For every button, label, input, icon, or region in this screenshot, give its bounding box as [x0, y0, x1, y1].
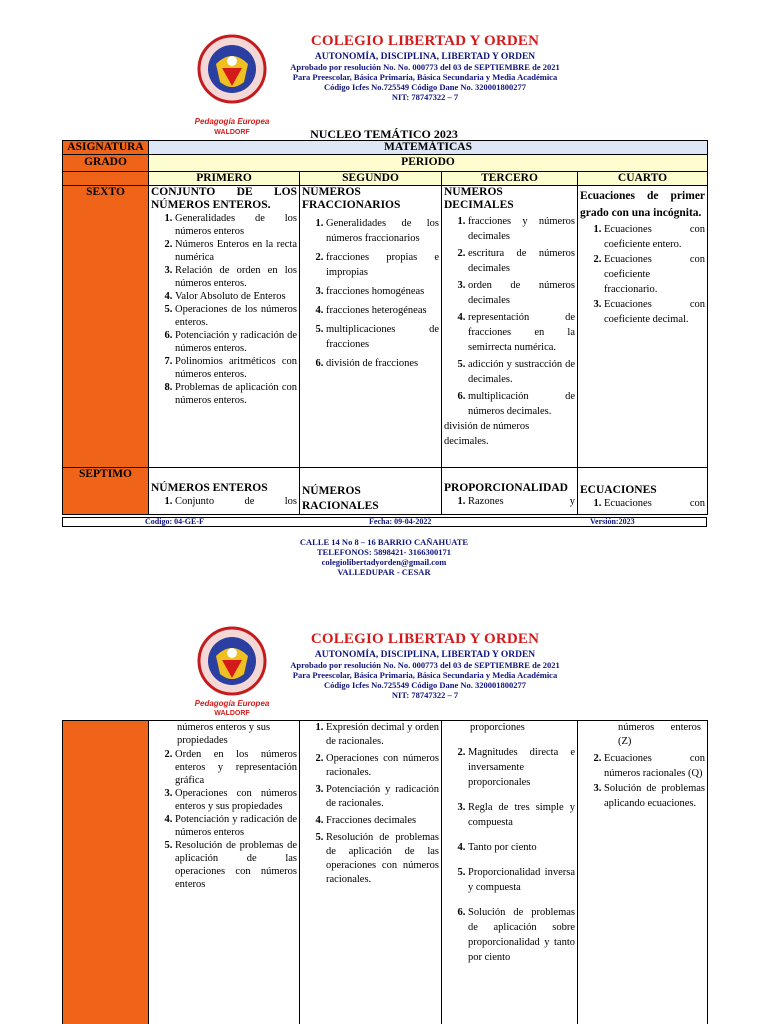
list-item: 3. Relación de orden en los números enteros.	[175, 264, 299, 290]
school-logo-icon	[192, 34, 272, 140]
septimo-p3-list	[442, 495, 577, 508]
asignatura-label: ASIGNATURA	[63, 141, 149, 155]
list-item: 3. Ecuaciones con coeficiente decimal.	[604, 297, 707, 327]
list-item: 4. Tanto por ciento	[468, 840, 577, 855]
list-item: 1. Expresión decimal y orden de racionales.	[326, 721, 441, 749]
septimo-p1-list	[149, 495, 299, 508]
list-item: 3. Operaciones con números enteros y sus propiedades	[175, 787, 299, 813]
footer-fecha: Fecha: 09-04-2022	[369, 517, 432, 526]
document-footer	[62, 517, 707, 527]
grado-label: GRADO	[63, 155, 149, 172]
septimo-segundo-cell	[300, 468, 442, 515]
footer-codigo: Codigo: 04-GE-F	[145, 517, 204, 526]
list-item: 5. Resolución de problemas de aplicación de las operaciones con números enteros	[175, 839, 299, 891]
list-item: 5. Operaciones de los números enteros.	[175, 303, 299, 329]
sexto-p1-title: CONJUNTO DE LOS NÚMEROS ENTEROS.	[151, 186, 297, 211]
curriculum-table-continued	[62, 720, 708, 1024]
septimo-p1-cont: números enteros y sus propiedades	[177, 722, 271, 746]
asignatura-value: MATEMÁTICAS	[149, 141, 708, 155]
septimo-p4-cont-list	[578, 751, 707, 811]
list-item: 2. Números Enteros en la recta numérica	[175, 238, 299, 264]
period-segundo: SEGUNDO	[300, 172, 442, 186]
list-item: 5. Resolución de problemas de aplicación de las operaciones con números racionales.	[326, 831, 441, 887]
septimo-tercero-cont-cell	[442, 721, 578, 1024]
list-item: 8. Problemas de aplicación con números enteros.	[175, 381, 299, 407]
list-item: 7. Polinomios aritméticos con números enteros.	[175, 355, 299, 381]
logo-text-line2: WALDORF	[214, 129, 250, 136]
list-item: 1. Generalidades de los números fraccionarios	[326, 216, 441, 246]
list-item: 5. adicción y sustracción de decimales.	[468, 357, 577, 387]
school-resolution: Aprobado por resolución No. No. 000773 del 03 de SEPTIEMBRE de 2021	[290, 62, 560, 72]
list-item: 3. Solución de problemas aplicando ecuaciones.	[604, 781, 707, 811]
septimo-p2-cont-list	[300, 721, 441, 887]
septimo-p1-title: NÚMEROS ENTEROS	[151, 482, 268, 494]
grade-sexto: SEXTO	[63, 186, 149, 468]
school-codes: Código Icfes No.725549 Código Dane No. 320001800277	[323, 680, 527, 690]
page1-header	[0, 30, 768, 140]
school-nit: NIT: 78747322 – 7	[391, 690, 459, 700]
school-motto: AUTONOMÍA, DISCIPLINA, LIBERTAD Y ORDEN	[314, 52, 536, 62]
sexto-p3-title: NUMEROS DECIMALES	[444, 186, 514, 211]
sexto-p4-list	[578, 222, 707, 327]
list-item: 3. fracciones homogéneas	[326, 284, 441, 299]
sexto-cuarto-cell	[578, 186, 708, 468]
school-motto: AUTONOMÍA, DISCIPLINA, LIBERTAD Y ORDEN	[314, 650, 536, 660]
list-item: 2. fracciones propias e impropias	[326, 250, 441, 280]
sexto-p4-title: Ecuaciones de primer grado con una incógnita.	[580, 190, 706, 219]
list-item: 1. Ecuaciones con	[604, 497, 707, 510]
septimo-p3-title: PROPORCIONALIDAD	[444, 482, 568, 494]
logo-text-line2: WALDORF	[214, 710, 250, 717]
school-address	[0, 537, 768, 577]
sexto-p2-title: NÚMEROS FRACCIONARIOS	[302, 186, 401, 211]
list-item: 2. escritura de números decimales	[468, 246, 577, 276]
septimo-cuarto-cont-cell	[578, 721, 708, 1024]
school-codes: Código Icfes No.725549 Código Dane No. 320001800277	[323, 82, 527, 92]
list-item: 2. Operaciones con números racionales.	[326, 752, 441, 780]
sexto-primero-cell	[149, 186, 300, 468]
list-item: 6. Potenciación y radicación de números enteros.	[175, 329, 299, 355]
sexto-p2-list	[300, 216, 441, 371]
list-item: 6. multiplicación de números decimales.	[468, 389, 577, 419]
school-name: COLEGIO LIBERTAD Y ORDEN	[310, 33, 540, 49]
period-cuarto: CUARTO	[578, 172, 708, 186]
list-item: 2. Magnitudes directa e inversamente proporcionales	[468, 745, 577, 790]
septimo-segundo-cont-cell	[300, 721, 442, 1024]
list-item: 5. Proporcionalidad inversa y compuesta	[468, 865, 577, 895]
grade-septimo-continued	[63, 721, 149, 1024]
period-primero: PRIMERO	[149, 172, 300, 186]
septimo-tercero-cell	[442, 468, 578, 515]
logo-text-line1: Pedagogía Europea	[194, 699, 270, 708]
list-item: 2. Ecuaciones con números racionales (Q)	[604, 751, 707, 781]
grado-blank	[63, 172, 149, 186]
periodo-label: PERIODO	[149, 155, 708, 172]
list-item: 3. Regla de tres simple y compuesta	[468, 800, 577, 830]
list-item: 6. división de fracciones	[326, 356, 441, 371]
grade-septimo: SEPTIMO	[63, 468, 149, 515]
address-phones: TELEFONOS: 5898421- 3166300171	[316, 547, 452, 557]
address-email: colegiolibertadyorden@gmail.com	[321, 557, 447, 567]
list-item: 4. Fracciones decimales	[326, 814, 441, 828]
septimo-primero-cont-cell	[149, 721, 300, 1024]
sexto-segundo-cell	[300, 186, 442, 468]
list-item: 3. orden de números decimales	[468, 278, 577, 308]
septimo-p2-title: NÚMEROS RACIONALES	[302, 485, 379, 512]
list-item: 1. Generalidades de los números enteros	[175, 212, 299, 238]
school-logo-icon	[192, 626, 272, 732]
curriculum-table	[62, 140, 708, 515]
list-item: 1. Razones y	[468, 495, 577, 508]
address-city: VALLEDUPAR - CESAR	[337, 567, 431, 577]
sexto-p1-list	[149, 212, 299, 407]
school-resolution: Aprobado por resolución No. No. 000773 del 03 de SEPTIEMBRE de 2021	[290, 660, 560, 670]
period-tercero: TERCERO	[442, 172, 578, 186]
list-item: 4. fracciones heterogéneas	[326, 303, 441, 318]
nucleo-title: NUCLEO TEMÁTICO 2023	[310, 127, 458, 141]
septimo-p3-cont-list	[442, 745, 577, 965]
page2-header	[0, 622, 768, 732]
logo-text-line1: Pedagogía Europea	[194, 117, 270, 126]
list-item: 4. Valor Absoluto de Enteros	[175, 290, 299, 303]
list-item: 1. Conjunto de los	[175, 495, 299, 508]
list-item: 3. Potenciación y radicación de racionales.	[326, 783, 441, 811]
septimo-p4-title: ECUACIONES	[580, 484, 657, 496]
school-levels: Para Preescolar, Básica Primaria, Básica Secundaria y Media Académica	[292, 72, 558, 82]
school-name: COLEGIO LIBERTAD Y ORDEN	[310, 631, 540, 647]
list-item: 4. Potenciación y radicación de números enteros	[175, 813, 299, 839]
septimo-p4-cont: números enteros (Z)	[618, 722, 701, 747]
list-item: 1. fracciones y números decimales	[468, 214, 577, 244]
list-item: 2. Orden en los números enteros y representación gráfica	[175, 748, 299, 787]
septimo-primero-cell	[149, 468, 300, 515]
septimo-p3-cont: proporciones	[470, 722, 525, 733]
septimo-p1-cont-list	[149, 748, 299, 891]
list-item: 5. multiplicaciones de fracciones	[326, 322, 441, 352]
sexto-p3-extra: división de números decimales.	[444, 421, 530, 447]
header-text-block	[280, 30, 570, 102]
list-item: 4. representación de fracciones en la semirrecta numérica.	[468, 310, 577, 355]
footer-version: Versión:2023	[590, 517, 635, 526]
address-street: CALLE 14 No 8 – 16 BARRIO CAÑAHUATE	[299, 537, 469, 547]
list-item: 6. Solución de problemas de aplicación sobre proporcionalidad y tanto por ciento	[468, 905, 577, 965]
sexto-tercero-cell	[442, 186, 578, 468]
septimo-p4-list	[578, 497, 707, 510]
list-item: 1. Ecuaciones con coeficiente entero.	[604, 222, 707, 252]
school-nit: NIT: 78747322 – 7	[391, 92, 459, 102]
sexto-p3-list	[442, 214, 577, 419]
header-text-block	[280, 628, 570, 700]
septimo-cuarto-cell	[578, 468, 708, 515]
school-levels: Para Preescolar, Básica Primaria, Básica Secundaria y Media Académica	[292, 670, 558, 680]
list-item: 2. Ecuaciones con coeficiente fraccionario.	[604, 252, 707, 297]
